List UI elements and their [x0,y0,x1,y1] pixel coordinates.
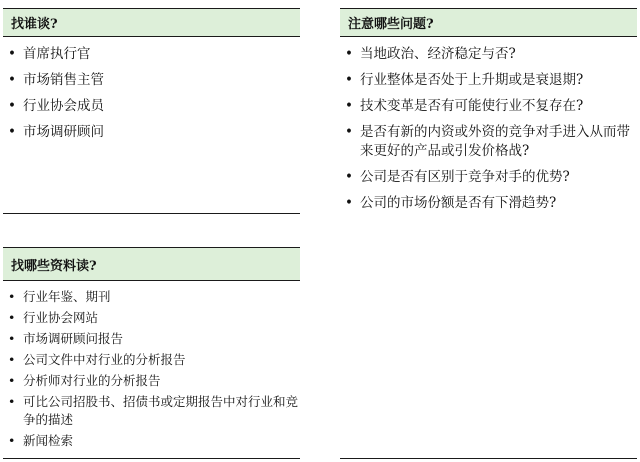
list-item: • 市场调研顾问报告 [8,331,124,346]
bullet-icon: • [345,124,353,140]
bullet-icon: • [8,394,16,409]
bullet-icon: • [8,124,16,140]
bullet-icon: • [345,46,353,62]
panel-sources [3,247,300,460]
list-item: • 新闻检索 [8,433,74,448]
list-item: • 公司文件中对行业的分析报告 [8,352,186,367]
list-item: • 是否有新的内资或外资的竞争对手进入从而带来更好的产品或引发价格战? [345,124,630,159]
list-item: • 行业协会网站 [8,310,99,325]
bullet-icon: • [8,331,16,346]
panel-issues [340,8,637,460]
list-item: • 市场调研顾问 [8,124,104,140]
panel-sources-title: 找哪些资料读? [3,247,300,281]
panel-issues-title: 注意哪些问题? [340,8,637,37]
panel-who-list [3,45,300,142]
bullet-icon: • [345,98,353,114]
list-item: • 可比公司招股书、招债书或定期报告中对行业和竞争的描述 [8,394,299,427]
bullet-icon: • [8,46,16,62]
bullet-icon: • [8,310,16,325]
panel-divider [340,458,637,459]
panel-issues-list [340,45,637,213]
panel-sources-list [3,288,300,450]
list-item: • 市场销售主管 [8,72,104,88]
bullet-icon: • [8,72,16,88]
list-item: • 当地政治、经济稳定与否? [345,46,516,62]
bullet-icon: • [8,373,16,388]
list-item: • 公司是否有区别于竞争对手的优势? [345,169,570,185]
bullet-icon: • [8,289,16,304]
list-item: • 公司的市场份额是否有下滑趋势? [345,195,557,211]
bullet-icon: • [8,352,16,367]
list-item: • 分析师对行业的分析报告 [8,373,161,388]
panel-divider [3,458,300,459]
bullet-icon: • [8,98,16,114]
panel-who-to-talk [3,8,300,215]
bullet-icon: • [8,433,16,448]
panel-divider [3,213,300,214]
list-item: • 行业协会成员 [8,98,104,114]
list-item: • 行业整体是否处于上升期或是衰退期? [345,72,584,88]
bullet-icon: • [345,169,353,185]
list-item: • 首席执行官 [8,46,91,62]
list-item: • 行业年鉴、期刊 [8,289,111,304]
bullet-icon: • [345,72,353,88]
bullet-icon: • [345,195,353,211]
panel-who-title: 找谁谈? [3,8,300,37]
list-item: • 技术变革是否有可能使行业不复存在? [345,98,584,114]
